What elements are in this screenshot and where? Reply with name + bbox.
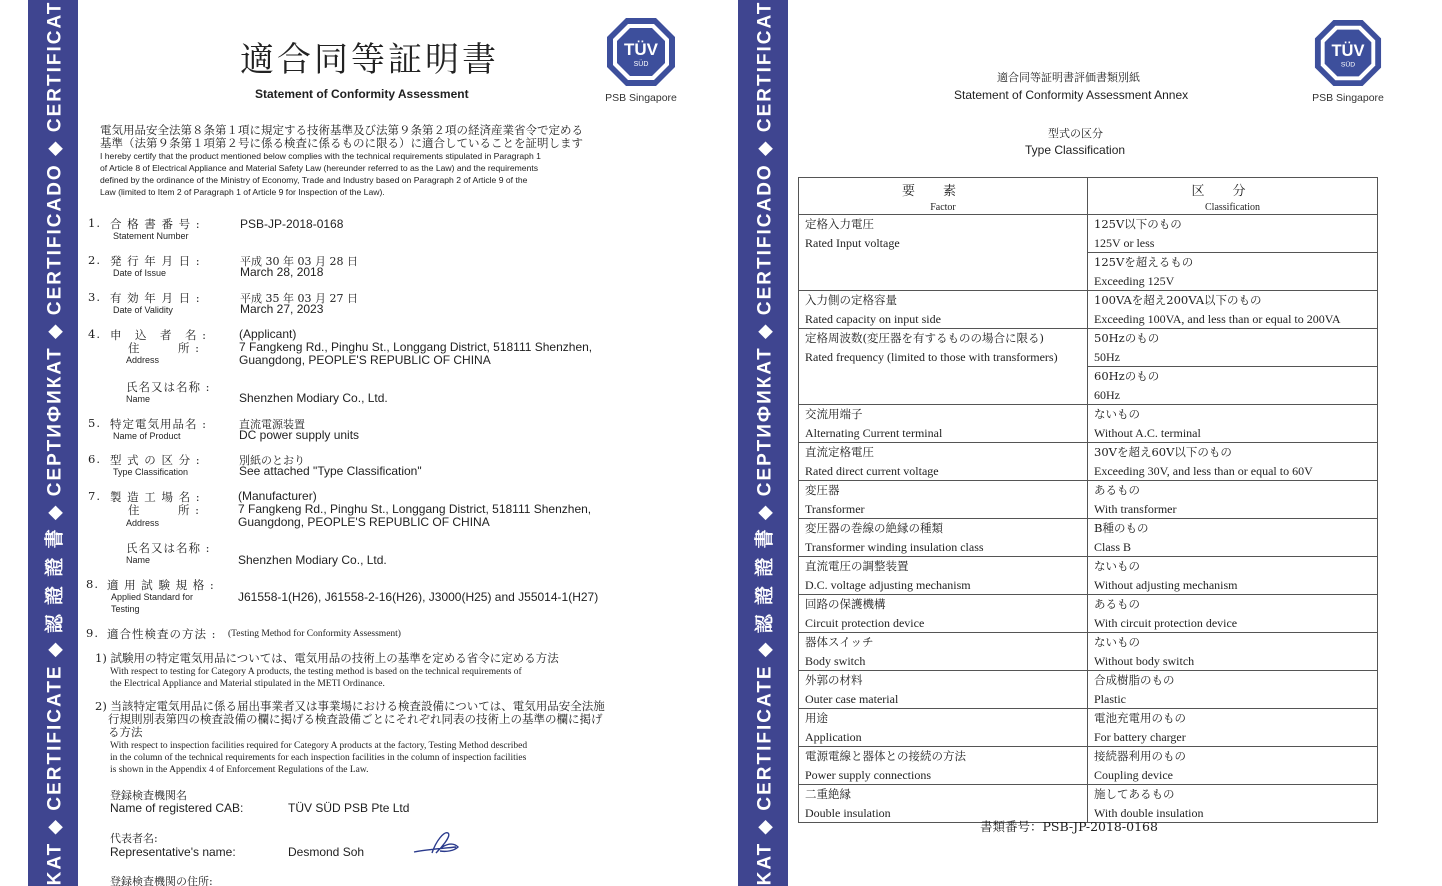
item-6-label-en: Type Classification (113, 467, 189, 477)
classification-jp: B種のもの (1094, 521, 1149, 535)
item-3-label-en: Date of Validity (113, 305, 173, 315)
factor-cell (799, 329, 1088, 405)
classification-cell (1088, 709, 1378, 747)
manufacturer-address-1: 7 Fangkeng Rd., Pinghu St., Longgang District, 518111 Shenzhen, (238, 502, 592, 516)
table-row (799, 747, 1378, 785)
item-9-number: 9. (86, 626, 99, 640)
classification-cell (1088, 291, 1378, 329)
item-8-number: 8. (86, 577, 99, 591)
table-row (799, 215, 1378, 253)
item-8-label-en-2: Testing (111, 604, 140, 614)
factor-jp: 変圧器の巻線の絶縁の種類 (805, 521, 943, 535)
classification-en: Exceeding 100VA, and less than or equal to 200VA (1094, 311, 1341, 326)
classification-cell (1088, 215, 1378, 253)
classification-en: With transformer (1094, 501, 1177, 516)
factor-en: Transformer winding insulation class (805, 539, 984, 554)
certificate-band (738, 0, 788, 886)
classification-cell (1088, 519, 1378, 557)
representative-label-en: Representative's name: (110, 845, 236, 859)
factor-jp: 交流用端子 (805, 407, 863, 421)
band-text: KAT ◆ CERTIFICATE ◆ 認 證 證 書 ◆ СЕРТИФИКАТ ◆ CERTIFICADO ◆ CERTIFICAT (754, 0, 776, 886)
issue-date-jp: 平成 30 年 03 月 28 日 (240, 255, 358, 268)
item-2-label-en: Date of Issue (113, 268, 167, 278)
method-2-jp-2: 行規則別表第四の検査設備の欄に掲げる検査設備ごとにそれぞれ同表の技術上の基準の欄に掲げ (108, 712, 603, 726)
factor-jp: 二重絶縁 (805, 787, 851, 801)
item-7-label-jp: 製 造 工 場 名 : (110, 490, 201, 504)
item-8-label-jp: 適 用 試 験 規 格 : (107, 578, 215, 592)
method-1-jp: 1) 試験用の特定電気用品については、電気用品の技術上の基準を定める省令に定める方法 (95, 651, 559, 665)
item-7-name-label-en: Name (126, 555, 151, 565)
factor-cell (799, 671, 1088, 709)
item-6-number: 6. (88, 452, 101, 466)
factor-en: Rated capacity on input side (805, 311, 941, 326)
factor-cell (799, 747, 1088, 785)
intro-en-3: defined by the ordinance of the Ministry of Economy, Trade and Industry based on Paragraph 2 of Article 9 of the (100, 175, 528, 185)
logo-org: PSB Singapore (1312, 92, 1384, 104)
classification-jp: 60Hzのもの (1094, 369, 1160, 383)
logo-mark: TÜV (624, 40, 658, 59)
cab-label-jp: 登録検査機関名 (110, 789, 187, 802)
factor-cell (799, 481, 1088, 519)
applicant-address-1: 7 Fangkeng Rd., Pinghu St., Longgang District, 518111 Shenzhen, (239, 340, 593, 354)
statement-number: PSB-JP-2018-0168 (240, 217, 344, 231)
table-row (799, 443, 1378, 481)
method-2-jp-3: る方法 (108, 725, 143, 739)
applied-standards: J61558-1(H26), J61558-2-16(H26), J3000(H25) and J55014-1(H27) (238, 590, 599, 604)
factor-jp: 外郭の材料 (805, 673, 863, 687)
tuv-logo (1303, 18, 1393, 104)
signature-icon (410, 825, 466, 859)
intro-jp-2: 基準（法第９条第１項第２号に係る検査に係るものに限る）に適合していることを証明します (100, 136, 583, 150)
classification-jp: 接続器利用のもの (1094, 749, 1186, 763)
classification-cell (1088, 633, 1378, 671)
item-4-number: 4. (88, 327, 101, 341)
classification-cell (1088, 367, 1378, 405)
factor-en: Rated direct current voltage (805, 463, 939, 478)
factor-en: Rated frequency (limited to those with transformers) (805, 349, 1058, 364)
classification-cell (1088, 253, 1378, 291)
tuv-octagon-icon (605, 16, 677, 88)
annex-title-en: Statement of Conformity Assessment Annex (954, 88, 1189, 102)
factor-jp: 定格入力電圧 (805, 217, 874, 231)
classification-jp: ないもの (1094, 407, 1140, 421)
table-row (799, 709, 1378, 747)
classification-jp: 125V以下のもの (1094, 217, 1182, 231)
factor-en: Body switch (805, 653, 866, 668)
validity-date: March 27, 2023 (240, 302, 324, 316)
factor-jp: 回路の保護機構 (805, 597, 886, 611)
classification-cell (1088, 405, 1378, 443)
tuv-logo (596, 16, 686, 104)
factor-cell (799, 557, 1088, 595)
item-4-address-label-en: Address (126, 355, 160, 365)
logo-sub: SÜD (633, 61, 649, 68)
classification-header (1088, 178, 1378, 215)
method-1-en-2: the Electrical Appliance and Material stipulated in the METI Ordinance. (110, 679, 385, 689)
classification-table (798, 177, 1378, 823)
validity-date-jp: 平成 35 年 03 月 27 日 (240, 292, 358, 305)
classification-cell (1088, 747, 1378, 785)
item-4-name-label-en: Name (126, 394, 151, 404)
factor-cell (799, 633, 1088, 671)
classification-en: Class B (1094, 539, 1132, 554)
item-5-label-jp: 特定電気用品名 : (110, 417, 208, 431)
item-9-label-jp: 適合性検査の方法 : (107, 627, 217, 641)
intro-en-2: of Article 8 of Electrical Appliance and Material Safety Law (hereunder referred to as the Law) and the requirements (100, 163, 539, 173)
type-classification-title-en: Type Classification (1025, 143, 1126, 157)
document-number: 書類番号：PSB-JP-2018-0168 (980, 819, 1158, 834)
item-1-number: 1. (88, 216, 101, 230)
item-5-label-en: Name of Product (113, 431, 181, 441)
classification-cell (1088, 595, 1378, 633)
classification-jp: 合成樹脂のもの (1094, 673, 1175, 687)
item-4-address-label-jp: 住 所 : (128, 341, 201, 355)
factor-cell (799, 519, 1088, 557)
table-row (799, 291, 1378, 329)
method-1-en-1: With respect to testing for Category A products, the testing method is based on the technical requirements of (110, 667, 522, 677)
intro-en-4: Law (limited to Item 2 of Paragraph 1 of Article 9 for Inspection of the Law). (100, 187, 385, 197)
table-row (799, 519, 1378, 557)
type-classification-title-jp: 型式の区分 (1048, 127, 1103, 140)
item-4-name-label-jp: 氏名又は名称 : (126, 380, 211, 394)
manufacturer-role: (Manufacturer) (238, 489, 317, 503)
classification-en: Plastic (1094, 691, 1126, 706)
manufacturer-address-2: Guangdong, PEOPLE'S REPUBLIC OF CHINA (238, 515, 490, 529)
logo-sub: SÜD (1340, 61, 1356, 69)
method-2-en-3: is shown in the Appendix 4 of Enforcement Regulations of the Law. (110, 765, 369, 775)
classification-jp: 30Vを超え60V以下のもの (1094, 445, 1232, 459)
factor-cell (799, 405, 1088, 443)
applicant-address-2: Guangdong, PEOPLE'S REPUBLIC OF CHINA (239, 353, 491, 367)
table-row (799, 405, 1378, 443)
classification-jp: 50Hzのもの (1094, 331, 1160, 345)
product-name-jp: 直流電源装置 (239, 418, 305, 431)
logo-org: PSB Singapore (605, 92, 677, 104)
page-title-en: Statement of Conformity Assessment (255, 87, 469, 101)
factor-jp: 入力側の定格容量 (805, 293, 897, 307)
intro-en-1: I hereby certify that the product mentioned below complies with the technical requirements stipulated in Paragraph 1 (100, 151, 541, 161)
classification-en: Coupling device (1094, 767, 1173, 782)
factor-en: Transformer (805, 501, 865, 516)
applicant-role: (Applicant) (239, 327, 297, 341)
classification-cell (1088, 443, 1378, 481)
classification-en: 50Hz (1094, 349, 1120, 364)
representative-name: Desmond Soh (288, 845, 365, 859)
classification-en: Without body switch (1094, 653, 1195, 668)
factor-jp: 直流電圧の調整装置 (805, 559, 909, 573)
classification-en: With double insulation (1094, 805, 1204, 820)
item-1-label-jp: 合 格 書 番 号 : (110, 217, 201, 231)
factor-jp: 用途 (805, 711, 828, 725)
factor-en: Outer case material (805, 691, 899, 706)
factor-en: Application (805, 729, 862, 744)
table-row (799, 481, 1378, 519)
item-7-address-label-en: Address (126, 518, 160, 528)
item-8-label-en-1: Applied Standard for (111, 592, 194, 602)
classification-en: 60Hz (1094, 387, 1120, 402)
logo-mark: TÜV (1331, 40, 1365, 60)
classification-jp: 施してあるもの (1094, 787, 1175, 801)
classification-header-jp: 区分 (1191, 184, 1274, 199)
item-7-number: 7. (88, 489, 101, 503)
classification-jp: ないもの (1094, 635, 1140, 649)
table-row (799, 557, 1378, 595)
factor-jp: 定格周波数(変圧器を有するものの場合に限る) (805, 331, 1044, 345)
method-2-en-1: With respect to inspection facilities required for Category A products at the factory, Testing Method described (110, 741, 528, 751)
product-name: DC power supply units (239, 428, 360, 442)
factor-jp: 電源電線と器体との接続の方法 (805, 749, 966, 763)
item-3-label-jp: 有 効 年 月 日 : (110, 291, 201, 305)
classification-jp: あるもの (1094, 483, 1140, 497)
table-row (799, 595, 1378, 633)
classification-en: For battery charger (1094, 729, 1186, 744)
factor-en: Rated Input voltage (805, 235, 900, 250)
type-classification-jp: 別紙のとおり (239, 454, 305, 467)
applicant-name: Shenzhen Modiary Co., Ltd. (239, 391, 388, 405)
type-classification-ref: See attached "Type Classification" (239, 464, 422, 478)
annex-page (730, 0, 1442, 886)
factor-header (799, 178, 1088, 215)
classification-jp: 電池充電用のもの (1094, 711, 1186, 725)
factor-cell (799, 291, 1088, 329)
item-2-label-jp: 発 行 年 月 日 : (110, 254, 201, 268)
classification-en: Without A.C. terminal (1094, 425, 1201, 440)
factor-jp: 変圧器 (805, 483, 840, 497)
representative-label-jp: 代表者名: (110, 832, 158, 845)
factor-cell (799, 215, 1088, 291)
manufacturer-name: Shenzhen Modiary Co., Ltd. (238, 553, 387, 567)
page-title-jp: 適合同等証明書 (240, 40, 499, 80)
cab-name: TÜV SÜD PSB Pte Ltd (288, 801, 410, 815)
table-row (799, 329, 1378, 367)
factor-en: D.C. voltage adjusting mechanism (805, 577, 971, 592)
method-2-jp-1: 2) 当該特定電気用品に係る届出事業者又は事業場における検査設備については、電気用品安全法施 (95, 699, 605, 713)
annex-title-jp: 適合同等証明書評価書類別紙 (997, 71, 1140, 84)
factor-jp: 器体スイッチ (805, 635, 874, 649)
factor-header-en: Factor (930, 202, 956, 213)
factor-cell (799, 595, 1088, 633)
cab-label-en: Name of registered CAB: (110, 801, 244, 815)
classification-jp: 100VAを超え200VA以下のもの (1094, 293, 1262, 307)
certificate-band (28, 0, 78, 886)
classification-en: 125V or less (1094, 235, 1155, 250)
classification-header-en: Classification (1205, 202, 1260, 213)
factor-header-jp: 要素 (901, 184, 984, 199)
classification-en: Without adjusting mechanism (1094, 577, 1238, 592)
classification-jp: 125Vを超えるもの (1094, 255, 1194, 269)
item-1-label-en: Statement Number (113, 231, 189, 241)
tuv-octagon-icon (1313, 18, 1383, 88)
factor-en: Alternating Current terminal (805, 425, 943, 440)
cab-address-label-jp: 登録検査機関の住所: (110, 875, 213, 886)
table-header-row (799, 178, 1378, 215)
item-7-name-label-jp: 氏名又は名称 : (126, 541, 211, 555)
band-text: KAT ◆ CERTIFICATE ◆ 認 證 證 書 ◆ СЕРТИФИКАТ ◆ CERTIFICADO ◆ CERTIFICAT (44, 0, 66, 886)
classification-cell (1088, 329, 1378, 367)
factor-jp: 直流定格電圧 (805, 445, 874, 459)
item-3-number: 3. (88, 290, 101, 304)
factor-en: Double insulation (805, 805, 891, 820)
factor-cell (799, 709, 1088, 747)
classification-cell (1088, 671, 1378, 709)
classification-en: Exceeding 125V (1094, 273, 1175, 288)
item-5-number: 5. (88, 416, 101, 430)
issue-date: March 28, 2018 (240, 265, 324, 279)
intro-jp-1: 電気用品安全法第８条第１項に規定する技術基準及び法第９条第２項の経済産業省令で定める (100, 123, 583, 137)
classification-en: Exceeding 30V, and less than or equal to 60V (1094, 463, 1313, 478)
item-2-number: 2. (88, 253, 101, 267)
table-row (799, 671, 1378, 709)
classification-jp: ないもの (1094, 559, 1140, 573)
item-4-label-jp: 申 込 者 名 : (110, 328, 208, 342)
classification-cell (1088, 557, 1378, 595)
factor-en: Circuit protection device (805, 615, 925, 630)
factor-en: Power supply connections (805, 767, 931, 782)
factor-cell (799, 443, 1088, 481)
item-7-address-label-jp: 住 所 : (128, 503, 201, 517)
classification-cell (1088, 481, 1378, 519)
item-6-label-jp: 型 式 の 区 分 : (110, 453, 201, 467)
method-2-en-2: in the column of the technical requirements for each inspection facilities in the column of inspection facilities (110, 753, 527, 763)
classification-jp: あるもの (1094, 597, 1140, 611)
classification-en: With circuit protection device (1094, 615, 1238, 630)
item-9-label-en: (Testing Method for Conformity Assessment) (228, 629, 401, 639)
table-row (799, 633, 1378, 671)
